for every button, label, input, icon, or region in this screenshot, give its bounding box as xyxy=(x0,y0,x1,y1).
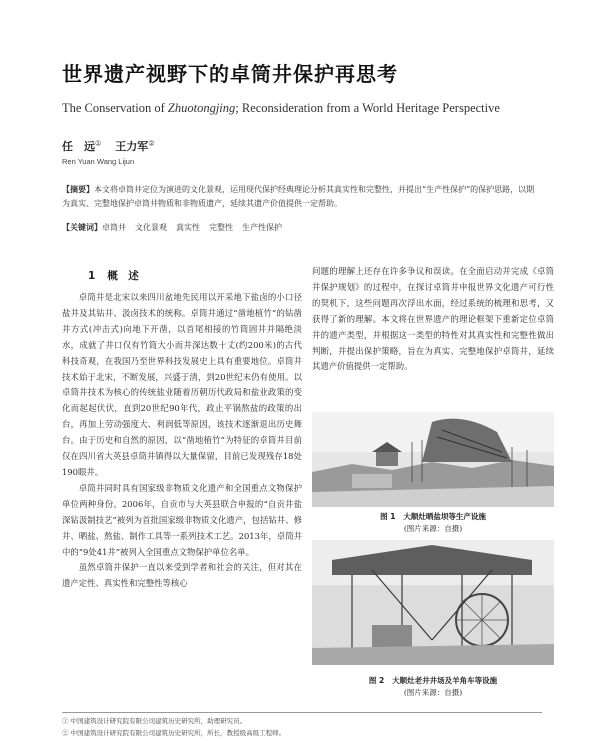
figure-2-caption xyxy=(312,675,554,699)
keyword: 卓筒井 xyxy=(102,223,126,232)
figure-2-label: 图 2 xyxy=(368,676,385,685)
author-2-mark: ② xyxy=(148,139,155,148)
title-en-post: ; Reconsideration from a World Heritage Perspective xyxy=(235,101,500,115)
keyword: 完整性 xyxy=(209,223,233,232)
figure-1-source: (图片来源：自摄) xyxy=(403,524,463,533)
footnote-1: ① 中国建筑设计研究院有限公司建筑历史研究所，助理研究员。 xyxy=(62,717,247,725)
keywords xyxy=(62,222,538,233)
body-paragraph: 问题的理解上还存在许多争议和误读。在全面启动并完成《卓筒井保护规划》的过程中，在探讨卓筒井申报世界文化遗产可行性的契机下，这些问题再次浮出水面，经过系统的梳理和思考，又获得了新的理解。本文将在世界遗产的理论框架下重新定位卓筒井的遗产类型，并根据这一类型的特性对其真实性和完整性做出判断，并提出保护策略，旨在为真实、完整地保护卓筒井，延续其遗产价值提供一定帮助。 xyxy=(312,266,554,372)
paper-title-english xyxy=(62,101,500,116)
figure-2-title: 大顺灶老井井场及羊角车等设施 xyxy=(392,676,498,685)
figure-2-source: (图片来源：自摄) xyxy=(403,688,463,697)
author-1-mark: ① xyxy=(95,139,102,148)
abstract xyxy=(62,183,538,210)
keyword: 真实性 xyxy=(176,223,200,232)
keywords-label: 【关键词】 xyxy=(62,223,102,232)
section-title: 概 述 xyxy=(107,270,139,282)
body-paragraph: 卓筒井同时具有国家级非物质文化遗产和全国重点文物保护单位两种身份。2006年，自贡市与大英县联合申报的“自贡井盐深钻汲制技艺”被列为首批国家级非物质文化遗产，包括钻井、修井、晒盐、熬盐、制作工具等一系列技术工艺。2013年，卓筒井中的“9处41井”被列入全国重点文物保护单位名单。 xyxy=(62,482,302,557)
title-en-pre: The Conservation of xyxy=(62,101,168,115)
figure-2-photo xyxy=(312,540,554,665)
section-number: 1 xyxy=(88,270,96,282)
keyword: 生产性保护 xyxy=(242,223,282,232)
author-2-name: 王力军 xyxy=(115,140,149,153)
left-column xyxy=(62,290,302,592)
figure-1-photo xyxy=(312,412,554,507)
footnote-2: ② 中国建筑设计研究院有限公司建筑历史研究所，所长，教授级高级工程师。 xyxy=(62,729,286,737)
right-column xyxy=(312,264,554,375)
abstract-text: 本文将卓筒井定位为演进的文化景观，运用现代保护经典理论分析其真实性和完整性，并提出“生产性保护”的保护思路，以期为真实、完整地保护卓筒井物质和非物质遗产，延续其遗产价值提供一定帮助。 xyxy=(62,185,535,208)
abstract-label: 【摘要】 xyxy=(62,185,94,194)
paper-title: 世界遗产视野下的卓筒井保护再思考 xyxy=(62,62,398,86)
figure-1-caption xyxy=(312,511,554,535)
authors-english: Ren Yuan Wang Lijun xyxy=(62,157,135,166)
section-heading xyxy=(88,268,139,283)
author-1-name: 任 远 xyxy=(62,140,95,153)
figure-1-title: 大顺灶晒盐坝等生产设施 xyxy=(403,512,486,521)
body-paragraph: 虽然卓筒井保护一直以来受到学者和社会的关注，但对其在遗产定性、真实性和完整性等核心 xyxy=(62,562,302,589)
authors xyxy=(62,138,155,154)
figure-1-label: 图 1 xyxy=(380,512,396,521)
keyword: 文化景观 xyxy=(135,223,167,232)
body-paragraph: 卓筒井是北宋以来四川盆地先民用以开采地下盐卤的小口径盐井及其钻井、汲卤技术的统称。卓筒井通过“凿地植竹”的钻凿井方式(冲击式)向地下开凿，以首尾相接的竹筒固井并隔绝淡水，成就了井口仅有竹筒大小而井深达数十丈(约200米)的古代科技奇观，在我国乃至世界科技发展史上具有重要地位。卓筒井技术始于北宋，不断发展，兴盛于清，到20世纪末仍有使用。以卓筒井技术为核心的传统盐业随着历朝历代政局和盐业政策的变化而起起伏伏，直到20世纪90年代，政止平锅熬盐的政策的出台，再加上劳动强度大、利润低等原因，该技术逐渐退出历史舞台。由于历史和自然的原因，以“凿地植竹”为特征的卓筒井目前仅在四川省大英县卓筒井镇得以大量保留，目前已发现残存18处190眼井。 xyxy=(62,292,302,477)
footnotes xyxy=(62,712,542,739)
title-en-italic: Zhuotongjing xyxy=(167,101,236,115)
